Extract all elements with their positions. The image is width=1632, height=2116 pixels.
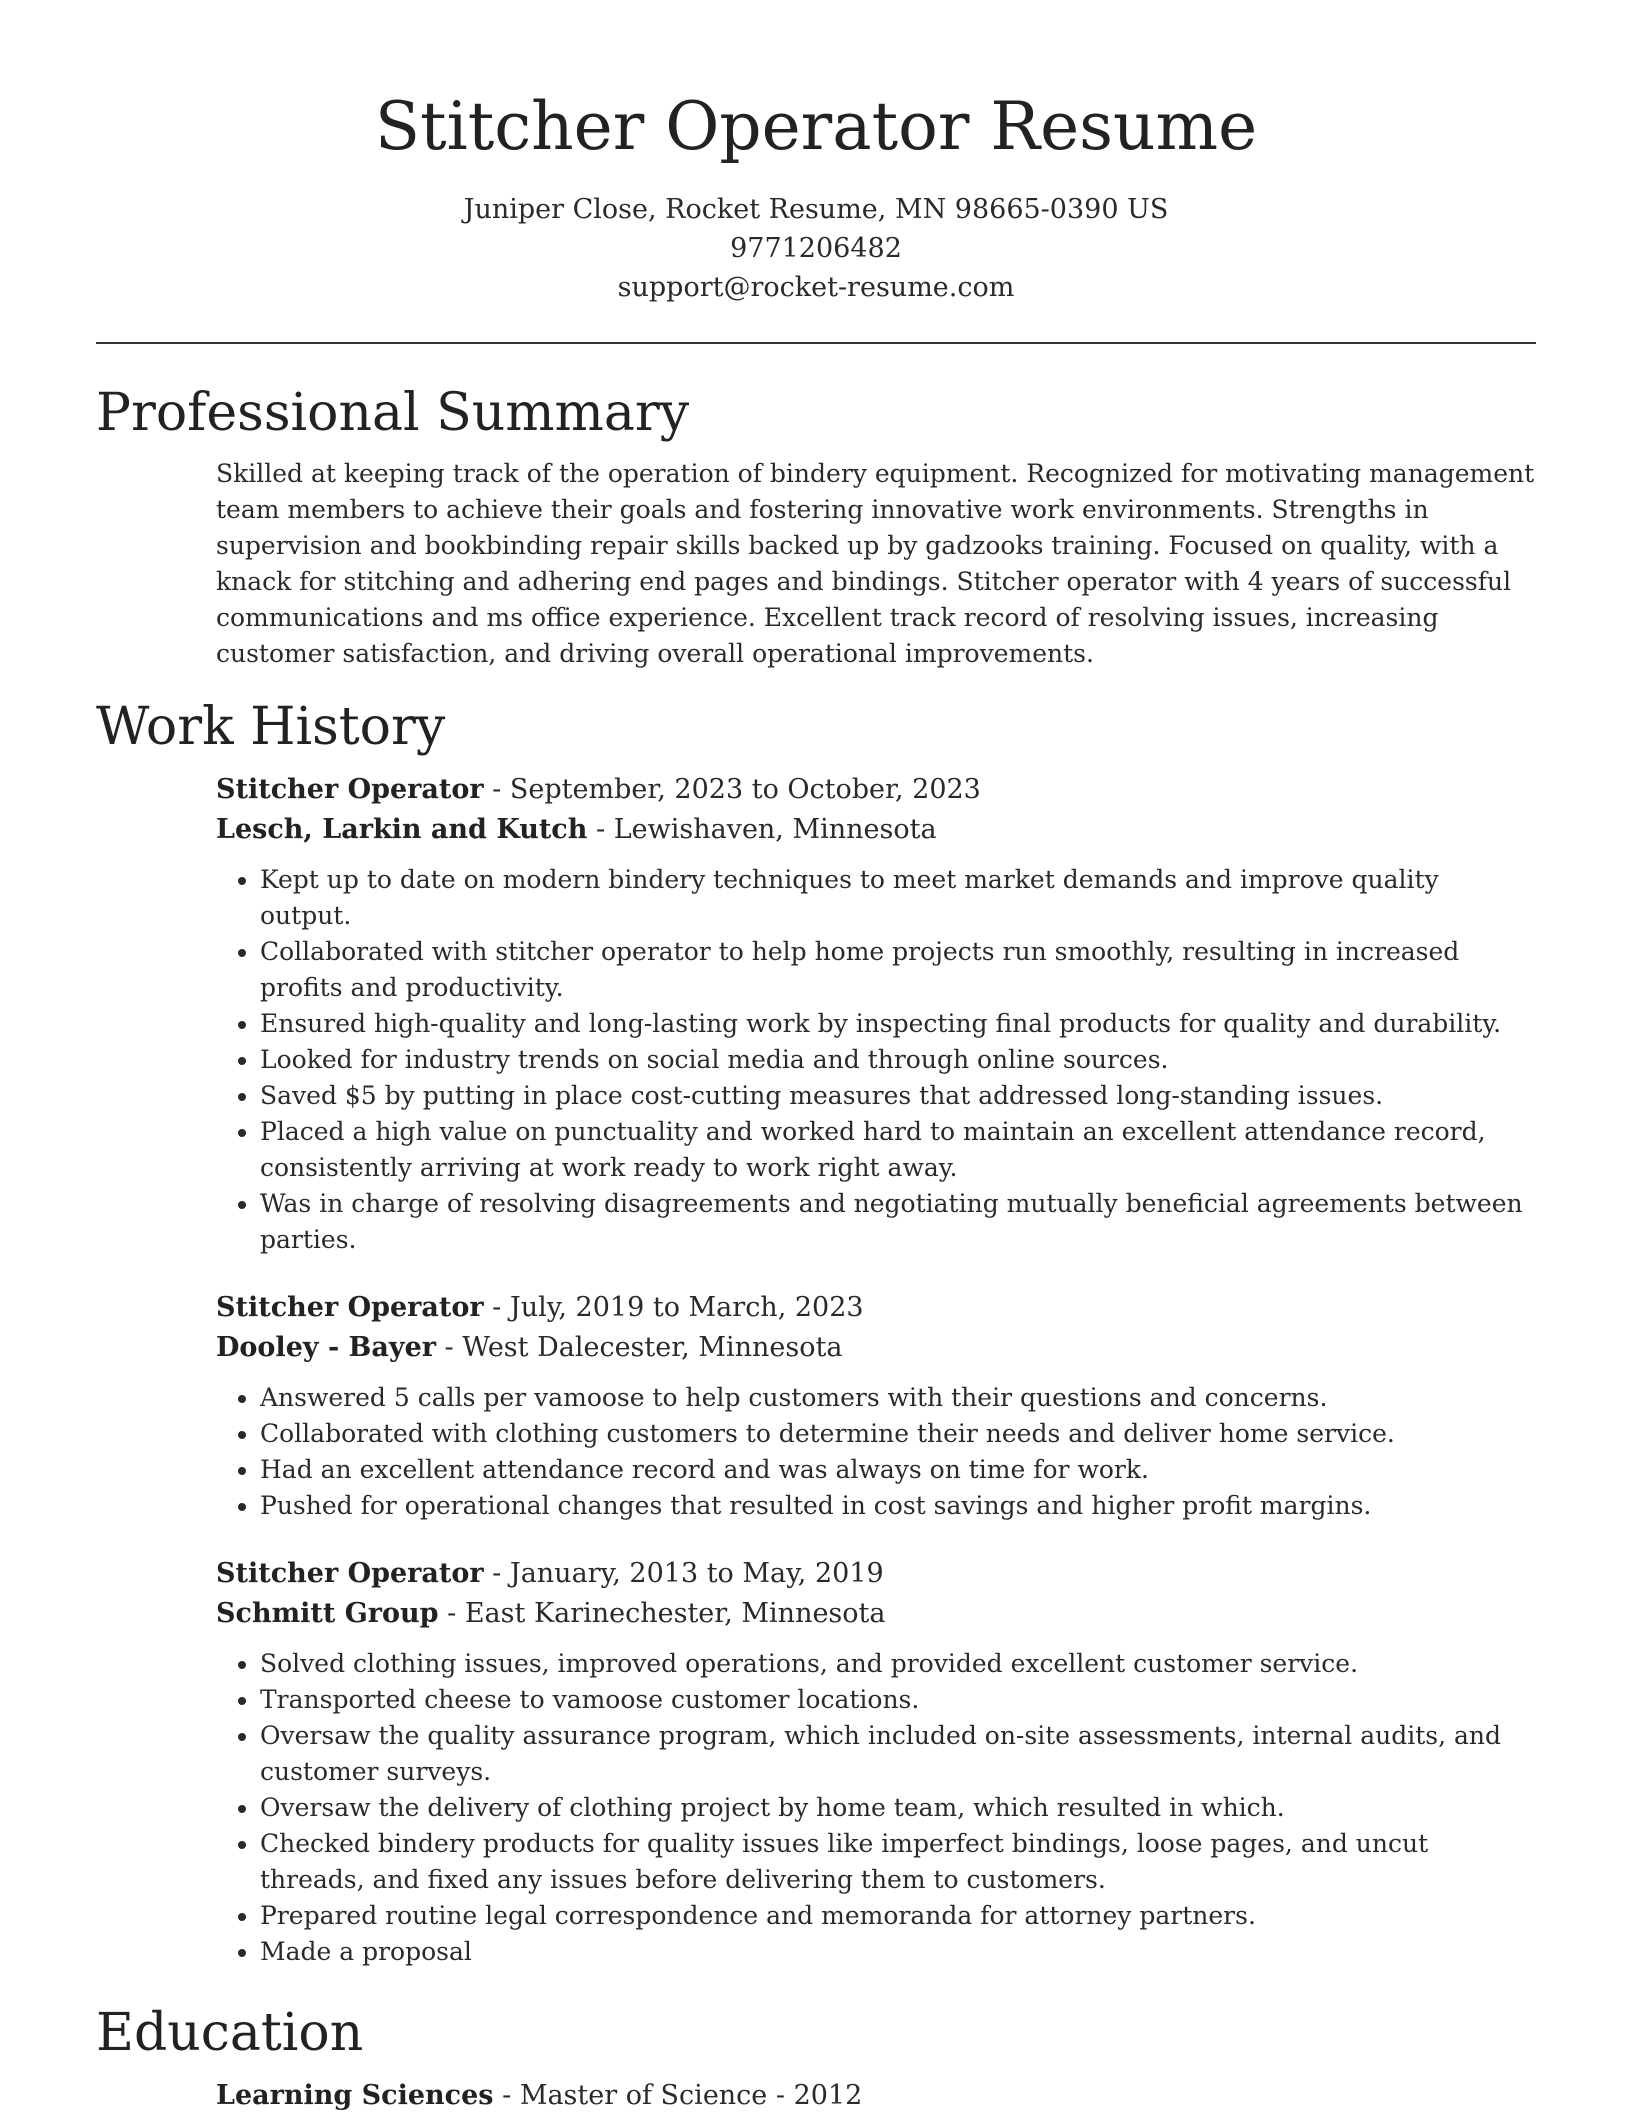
separator: - [767, 2080, 794, 2111]
contact-email: support@rocket-resume.com [617, 272, 1015, 303]
bullet-item: • Made a proposal [260, 1934, 1536, 1970]
job-title: Stitcher Operator [216, 1558, 484, 1589]
education-body [216, 2076, 1536, 2116]
header-divider [96, 342, 1536, 344]
separator: - [435, 1332, 463, 1363]
summary-text: Skilled at keeping track of the operation of bindery equipment. Recognized for motivating management team members to achieve their goals and fostering innovative work environments. Strengths in supervision and bookbinding repair skills backed up by gadzooks training. Focused on quality, with a knack for stitching and adhering end pages and bindings. Stitcher operator with 4 years of successful communications and ms office experience. Excellent track record of resolving issues, increasing customer satisfaction, and driving overall operational improvements. [216, 459, 1535, 668]
bullet-item: • Answered 5 calls per vamoose to help customers with their questions and concerns. [260, 1380, 1536, 1416]
bullet-item: • Transported cheese to vamoose customer locations. [260, 1682, 1536, 1718]
education-section [96, 2000, 1536, 2116]
contact-phone: 9771206482 [730, 233, 902, 264]
job-dates: January, 2013 to May, 2019 [509, 1558, 884, 1589]
separator: - [438, 1598, 465, 1629]
bullet-item: • Collaborated with clothing customers to determine their needs and deliver home service. [260, 1416, 1536, 1452]
job-location: East Karinechester, Minnesota [464, 1598, 886, 1629]
bullet-item: • Was in charge of resolving disagreements and negotiating mutually beneficial agreements between parties. [260, 1186, 1536, 1258]
job-title: Stitcher Operator [216, 774, 484, 805]
education-degree: Master of Science [519, 2080, 768, 2111]
job-company: Lesch, Larkin and Kutch [216, 814, 588, 845]
job-location: West Dalecester, Minnesota [462, 1332, 843, 1363]
job-company: Schmitt Group [216, 1598, 439, 1629]
separator: - [483, 1292, 510, 1323]
education-year: 2012 [793, 2080, 863, 2111]
work-history-section [96, 694, 1536, 1970]
summary-body [216, 456, 1536, 672]
job-location: Lewishaven, Minnesota [613, 814, 937, 845]
job-company-line [216, 810, 1536, 850]
bullet-item: • Pushed for operational changes that resulted in cost savings and higher profit margins. [260, 1488, 1536, 1524]
separator: - [483, 774, 510, 805]
work-history-body [216, 770, 1536, 1970]
bullet-item: • Ensured high-quality and long-lasting work by inspecting final products for quality and durability. [260, 1006, 1536, 1042]
job-dates: July, 2019 to March, 2023 [509, 1292, 864, 1323]
resume-header [0, 82, 1632, 307]
job-company-line [216, 1328, 1536, 1368]
job-title-line [216, 1554, 1536, 1594]
bullet-item: • Looked for industry trends on social media and through online sources. [260, 1042, 1536, 1078]
separator: - [587, 814, 614, 845]
summary-heading: Professional Summary [96, 383, 690, 443]
education-entry [216, 2076, 1536, 2116]
bullet-item: • Checked bindery products for quality issues like imperfect bindings, loose pages, and uncut threads, and fixed any issues before delivering them to customers. [260, 1826, 1536, 1898]
bullet-item: • Prepared routine legal correspondence and memoranda for attorney partners. [260, 1898, 1536, 1934]
job-bullets [216, 1380, 1536, 1524]
bullet-item: • Oversaw the delivery of clothing project by home team, which resulted in which. [260, 1790, 1536, 1826]
summary-section [96, 380, 1536, 672]
bullet-item: • Oversaw the quality assurance program, which included on-site assessments, internal audits, and customer surveys. [260, 1718, 1536, 1790]
job-title: Stitcher Operator [216, 1292, 484, 1323]
separator: - [483, 1558, 510, 1589]
job-title-line [216, 1288, 1536, 1328]
job-bullets [216, 1646, 1536, 1970]
bullet-item: • Had an excellent attendance record and was always on time for work. [260, 1452, 1536, 1488]
bullet-item: • Kept up to date on modern bindery techniques to meet market demands and improve quality output. [260, 862, 1536, 934]
job-entry [216, 1554, 1536, 1970]
work-history-heading: Work History [96, 697, 446, 757]
contact-address: Juniper Close, Rocket Resume, MN 98665-0390 US [463, 194, 1169, 225]
bullet-item: • Placed a high value on punctuality and worked hard to maintain an excellent attendance record, consistently arriving at work ready to work right away. [260, 1114, 1536, 1186]
resume-content [96, 380, 1536, 2116]
bullet-item: • Saved $5 by putting in place cost-cutting measures that addressed long-standing issues. [260, 1078, 1536, 1114]
job-entry [216, 1288, 1536, 1524]
education-field: Learning Sciences [216, 2080, 494, 2111]
job-company-line [216, 1594, 1536, 1634]
job-dates: September, 2023 to October, 2023 [509, 774, 981, 805]
education-heading: Education [96, 2003, 364, 2063]
bullet-item: • Solved clothing issues, improved operations, and provided excellent customer service. [260, 1646, 1536, 1682]
job-entry [216, 770, 1536, 1258]
job-bullets [216, 862, 1536, 1258]
separator: - [493, 2080, 520, 2111]
bullet-item: • Collaborated with stitcher operator to help home projects run smoothly, resulting in increased profits and productivity. [260, 934, 1536, 1006]
contact-info [0, 190, 1632, 307]
job-company: Dooley - Bayer [216, 1332, 436, 1363]
resume-title: Stitcher Operator Resume [374, 88, 1258, 165]
job-title-line [216, 770, 1536, 810]
